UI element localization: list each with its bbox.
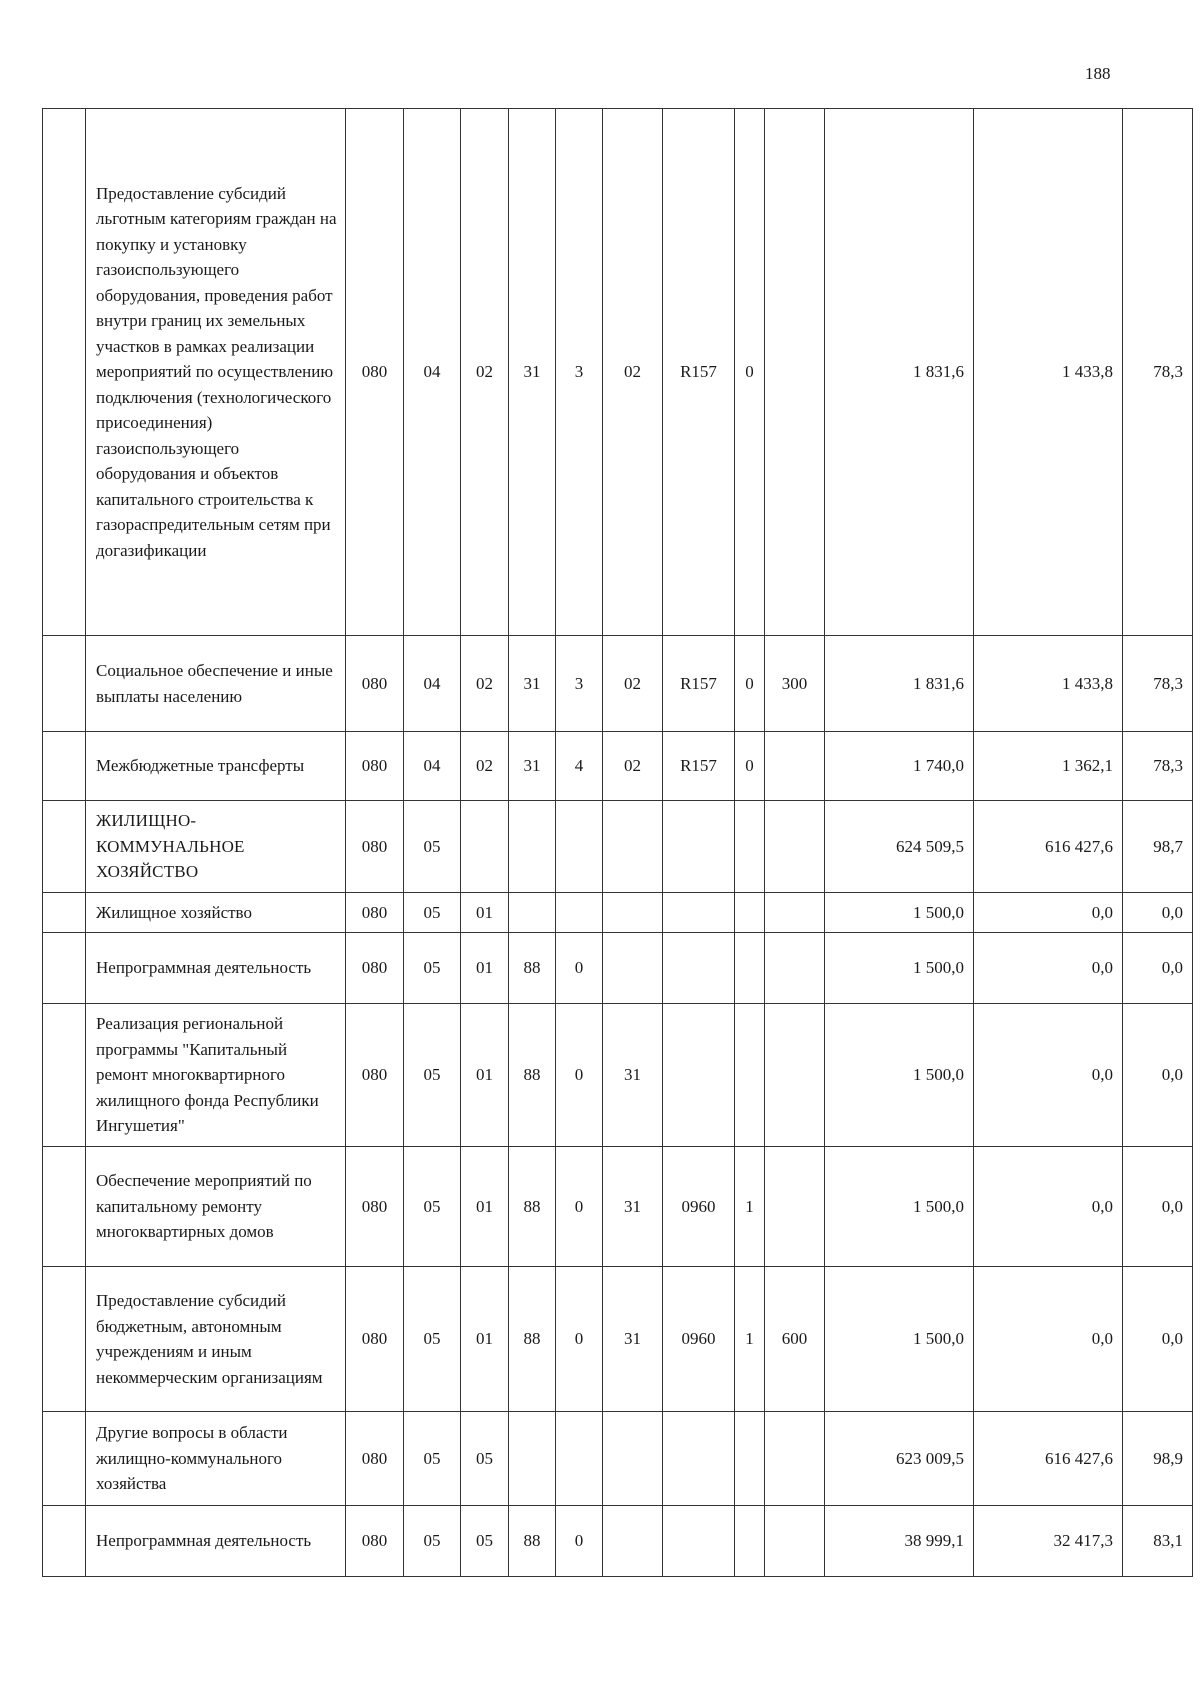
- event-code-cell: 02: [603, 109, 663, 636]
- expense-name-cell: Непрограммная деятельность: [86, 1506, 346, 1577]
- row-index-cell: [43, 1004, 86, 1147]
- subprogram-code-cell: 0: [556, 1147, 603, 1267]
- fact-amount-cell: 1 433,8: [974, 636, 1123, 732]
- plan-amount-cell: 1 500,0: [825, 1147, 974, 1267]
- event-code-cell: 02: [603, 636, 663, 732]
- program-code-cell: 88: [509, 1506, 556, 1577]
- plan-amount-cell: 1 500,0: [825, 893, 974, 933]
- direction-code-cell: R157: [663, 109, 735, 636]
- section-code-cell: 05: [404, 1267, 461, 1412]
- plan-amount-cell: 1 500,0: [825, 933, 974, 1004]
- direction-code-cell: [663, 893, 735, 933]
- plan-amount-cell: 1 831,6: [825, 636, 974, 732]
- subsection-code-cell: 01: [461, 1267, 509, 1412]
- program-code-cell: 88: [509, 933, 556, 1004]
- execution-percent-cell: 78,3: [1123, 636, 1193, 732]
- program-code-cell: 31: [509, 109, 556, 636]
- table-row: [43, 1506, 1193, 1577]
- row-index-cell: [43, 109, 86, 636]
- sub-direction-code-cell: 1: [735, 1147, 765, 1267]
- subsection-code-cell: [461, 801, 509, 893]
- direction-code-cell: R157: [663, 636, 735, 732]
- expense-type-code-cell: [765, 893, 825, 933]
- event-code-cell: 02: [603, 732, 663, 801]
- sub-direction-code-cell: [735, 893, 765, 933]
- subprogram-code-cell: 4: [556, 732, 603, 801]
- section-code-cell: 05: [404, 1506, 461, 1577]
- program-code-cell: [509, 893, 556, 933]
- subsection-code-cell: 05: [461, 1412, 509, 1506]
- grbs-code-cell: 080: [346, 732, 404, 801]
- sub-direction-code-cell: 1: [735, 1267, 765, 1412]
- subsection-code-cell: 01: [461, 933, 509, 1004]
- fact-amount-cell: 1 433,8: [974, 109, 1123, 636]
- page-number: 188: [1085, 64, 1111, 83]
- subsection-code-cell: 05: [461, 1506, 509, 1577]
- execution-percent-cell: 83,1: [1123, 1506, 1193, 1577]
- execution-percent-cell: 78,3: [1123, 109, 1193, 636]
- expense-type-code-cell: [765, 1004, 825, 1147]
- execution-percent-cell: 0,0: [1123, 933, 1193, 1004]
- plan-amount-cell: 624 509,5: [825, 801, 974, 893]
- grbs-code-cell: 080: [346, 1147, 404, 1267]
- table-row: [43, 1004, 1193, 1147]
- grbs-code-cell: 080: [346, 801, 404, 893]
- row-index-cell: [43, 1412, 86, 1506]
- table-row: [43, 801, 1193, 893]
- row-index-cell: [43, 636, 86, 732]
- subprogram-code-cell: [556, 801, 603, 893]
- fact-amount-cell: 0,0: [974, 933, 1123, 1004]
- event-code-cell: [603, 893, 663, 933]
- event-code-cell: [603, 1412, 663, 1506]
- subsection-code-cell: 01: [461, 1004, 509, 1147]
- event-code-cell: [603, 801, 663, 893]
- direction-code-cell: R157: [663, 732, 735, 801]
- expense-name-cell: Предоставление субсидий льготным категориям граждан на покупку и установку газоиспользующего оборудования, проведения работ внутри границ их земельных участков в рамках реализации мероприятий по осуществлению подключения (технологического присоединения) газоиспользующего оборудования и объектов капитального строительства к газораспредительным сетям при догазификации: [86, 109, 346, 636]
- sub-direction-code-cell: 0: [735, 732, 765, 801]
- execution-percent-cell: 0,0: [1123, 1267, 1193, 1412]
- execution-percent-cell: 0,0: [1123, 1147, 1193, 1267]
- subprogram-code-cell: [556, 893, 603, 933]
- execution-percent-cell: 98,7: [1123, 801, 1193, 893]
- sub-direction-code-cell: [735, 1004, 765, 1147]
- plan-amount-cell: 1 500,0: [825, 1004, 974, 1147]
- table-row: [43, 1147, 1193, 1267]
- grbs-code-cell: 080: [346, 109, 404, 636]
- row-index-cell: [43, 801, 86, 893]
- fact-amount-cell: 616 427,6: [974, 801, 1123, 893]
- program-code-cell: [509, 1412, 556, 1506]
- expense-type-code-cell: [765, 1147, 825, 1267]
- fact-amount-cell: 0,0: [974, 1004, 1123, 1147]
- sub-direction-code-cell: 0: [735, 636, 765, 732]
- subprogram-code-cell: 0: [556, 933, 603, 1004]
- grbs-code-cell: 080: [346, 1004, 404, 1147]
- direction-code-cell: [663, 801, 735, 893]
- expense-type-code-cell: [765, 933, 825, 1004]
- fact-amount-cell: 0,0: [974, 893, 1123, 933]
- expense-name-cell: Обеспечение мероприятий по капитальному ремонту многоквартирных домов: [86, 1147, 346, 1267]
- fact-amount-cell: 32 417,3: [974, 1506, 1123, 1577]
- plan-amount-cell: 1 500,0: [825, 1267, 974, 1412]
- expense-name-cell: Социальное обеспечение и иные выплаты населению: [86, 636, 346, 732]
- execution-percent-cell: 98,9: [1123, 1412, 1193, 1506]
- table-row: [43, 893, 1193, 933]
- subprogram-code-cell: 3: [556, 636, 603, 732]
- program-code-cell: 88: [509, 1004, 556, 1147]
- sub-direction-code-cell: [735, 1506, 765, 1577]
- plan-amount-cell: 38 999,1: [825, 1506, 974, 1577]
- subprogram-code-cell: 0: [556, 1004, 603, 1147]
- fact-amount-cell: 1 362,1: [974, 732, 1123, 801]
- section-code-cell: 05: [404, 1004, 461, 1147]
- section-code-cell: 05: [404, 893, 461, 933]
- table-row: [43, 636, 1193, 732]
- plan-amount-cell: 1 740,0: [825, 732, 974, 801]
- event-code-cell: 31: [603, 1267, 663, 1412]
- fact-amount-cell: 0,0: [974, 1267, 1123, 1412]
- program-code-cell: [509, 801, 556, 893]
- table-body: [43, 109, 1193, 1577]
- subsection-code-cell: 02: [461, 732, 509, 801]
- direction-code-cell: [663, 1004, 735, 1147]
- subsection-code-cell: 02: [461, 636, 509, 732]
- program-code-cell: 88: [509, 1147, 556, 1267]
- expense-name-cell: Предоставление субсидий бюджетным, автономным учреждениям и иным некоммерческим организациям: [86, 1267, 346, 1412]
- program-code-cell: 31: [509, 636, 556, 732]
- section-code-cell: 05: [404, 1147, 461, 1267]
- grbs-code-cell: 080: [346, 1412, 404, 1506]
- direction-code-cell: [663, 933, 735, 1004]
- execution-percent-cell: 0,0: [1123, 1004, 1193, 1147]
- fact-amount-cell: 0,0: [974, 1147, 1123, 1267]
- execution-percent-cell: 0,0: [1123, 893, 1193, 933]
- section-code-cell: 05: [404, 933, 461, 1004]
- table-row: [43, 1412, 1193, 1506]
- direction-code-cell: 0960: [663, 1267, 735, 1412]
- grbs-code-cell: 080: [346, 893, 404, 933]
- row-index-cell: [43, 893, 86, 933]
- grbs-code-cell: 080: [346, 933, 404, 1004]
- subprogram-code-cell: 3: [556, 109, 603, 636]
- table-row: [43, 933, 1193, 1004]
- plan-amount-cell: 623 009,5: [825, 1412, 974, 1506]
- sub-direction-code-cell: [735, 801, 765, 893]
- row-index-cell: [43, 1506, 86, 1577]
- grbs-code-cell: 080: [346, 1506, 404, 1577]
- expense-type-code-cell: 300: [765, 636, 825, 732]
- expense-name-cell: Межбюджетные трансферты: [86, 732, 346, 801]
- direction-code-cell: 0960: [663, 1147, 735, 1267]
- grbs-code-cell: 080: [346, 1267, 404, 1412]
- subsection-code-cell: 01: [461, 893, 509, 933]
- row-index-cell: [43, 732, 86, 801]
- sub-direction-code-cell: [735, 933, 765, 1004]
- program-code-cell: 31: [509, 732, 556, 801]
- section-code-cell: 05: [404, 801, 461, 893]
- subsection-code-cell: 02: [461, 109, 509, 636]
- row-index-cell: [43, 1267, 86, 1412]
- direction-code-cell: [663, 1412, 735, 1506]
- expense-name-cell: Непрограммная деятельность: [86, 933, 346, 1004]
- event-code-cell: 31: [603, 1004, 663, 1147]
- expense-type-code-cell: 600: [765, 1267, 825, 1412]
- expense-type-code-cell: [765, 1506, 825, 1577]
- direction-code-cell: [663, 1506, 735, 1577]
- execution-percent-cell: 78,3: [1123, 732, 1193, 801]
- fact-amount-cell: 616 427,6: [974, 1412, 1123, 1506]
- expense-name-cell: ЖИЛИЩНО-КОММУНАЛЬНОЕ ХОЗЯЙСТВО: [86, 801, 346, 893]
- row-index-cell: [43, 933, 86, 1004]
- expense-name-cell: Жилищное хозяйство: [86, 893, 346, 933]
- section-code-cell: 05: [404, 1412, 461, 1506]
- expense-type-code-cell: [765, 1412, 825, 1506]
- subprogram-code-cell: [556, 1412, 603, 1506]
- expense-type-code-cell: [765, 109, 825, 636]
- row-index-cell: [43, 1147, 86, 1267]
- subprogram-code-cell: 0: [556, 1267, 603, 1412]
- program-code-cell: 88: [509, 1267, 556, 1412]
- sub-direction-code-cell: [735, 1412, 765, 1506]
- plan-amount-cell: 1 831,6: [825, 109, 974, 636]
- budget-table: [42, 108, 1193, 1577]
- event-code-cell: 31: [603, 1147, 663, 1267]
- section-code-cell: 04: [404, 732, 461, 801]
- table-row: [43, 732, 1193, 801]
- event-code-cell: [603, 1506, 663, 1577]
- table-row: [43, 109, 1193, 636]
- expense-name-cell: Реализация региональной программы "Капитальный ремонт многоквартирного жилищного фонда Республики Ингушетия": [86, 1004, 346, 1147]
- subprogram-code-cell: 0: [556, 1506, 603, 1577]
- sub-direction-code-cell: 0: [735, 109, 765, 636]
- section-code-cell: 04: [404, 109, 461, 636]
- table-row: [43, 1267, 1193, 1412]
- expense-type-code-cell: [765, 801, 825, 893]
- section-code-cell: 04: [404, 636, 461, 732]
- expense-type-code-cell: [765, 732, 825, 801]
- grbs-code-cell: 080: [346, 636, 404, 732]
- subsection-code-cell: 01: [461, 1147, 509, 1267]
- event-code-cell: [603, 933, 663, 1004]
- expense-name-cell: Другие вопросы в области жилищно-коммунального хозяйства: [86, 1412, 346, 1506]
